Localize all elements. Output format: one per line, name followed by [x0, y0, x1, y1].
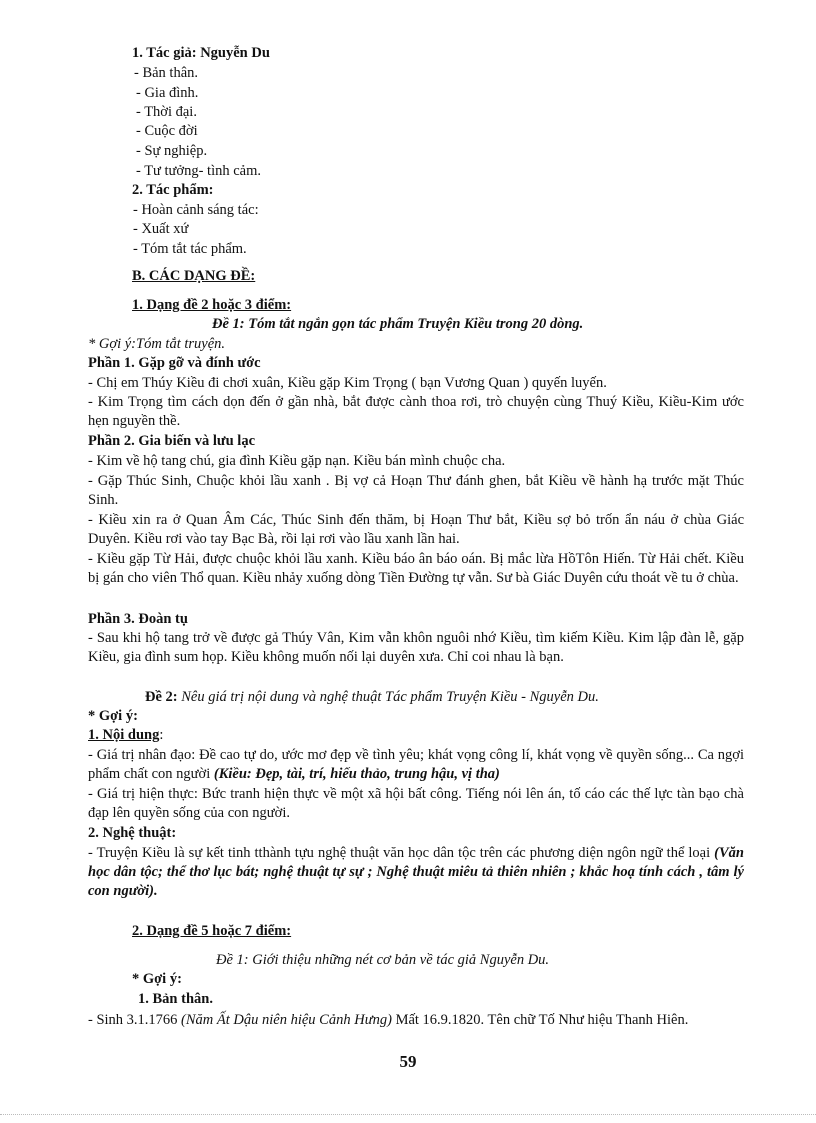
author-item-5: - Sự nghiệp. [136, 143, 208, 159]
noi-dung-line-1-text: - Giá trị nhân đạo: Đề cao tự do, ước mơ đẹp về tình yêu; khát vọng công lí, khát vọng về quyền sống... Ca ngợi phẩm chất con người [88, 747, 744, 782]
dang2-goi-y: * Gợi ý: [132, 971, 182, 987]
section-b-title: B. CÁC DẠNG ĐỀ: [132, 268, 256, 284]
author-item-1: - Bản thân. [134, 65, 199, 81]
noi-dung-title: 1. Nội dung [88, 727, 160, 743]
author-heading: 1. Tác giả: Nguyễn Du [132, 45, 270, 61]
noi-dung-line-2: - Giá trị hiện thực: Bức tranh hiện thực về một xã hội bất công. Tiếng nói lên án, tố cáo các thế lực tàn bạo chà đạp lên quyền sống của con người. [88, 786, 744, 821]
de2-label: Đề 2: [145, 689, 178, 705]
nghe-thuat-line-1-italic: (Văn học dân tộc; thể thơ lục bát; nghệ thuật tự sự ; Nghệ thuật miêu tả thiên nhiên ; khắc hoạ tính cách , tâm lý con người). [88, 845, 744, 899]
part2-title: Phần 2. Gia biến và lưu lạc [88, 433, 256, 449]
work-item-3: - Tóm tắt tác phẩm. [133, 241, 247, 257]
page-number: 59 [399, 1052, 417, 1071]
part2-line-3: - Kiều xin ra ở Quan Âm Các, Thúc Sinh đến thăm, bị Hoạn Thư bắt, Kiều sợ bỏ trốn ẩn náu ở chùa Giác Duyên. Kiều rơi vào tay Bạc Bà, rồi lại rơi vào lầu xanh lần hai. [88, 512, 744, 547]
de2-title [145, 688, 599, 707]
dang2-de1-title: Đề 1: Giới thiệu những nét cơ bản về tác giả Nguyễn Du. [216, 952, 550, 968]
noi-dung-line-1-italic: (Kiều: Đẹp, tài, trí, hiếu thảo, trung hậu, vị tha) [213, 766, 500, 782]
part1-title: Phần 1. Gặp gỡ và đính ước [88, 355, 261, 371]
noi-dung-colon: : [159, 727, 164, 743]
work-item-2: - Xuất xứ [133, 221, 189, 237]
part1-line-1: - Chị em Thúy Kiều đi chơi xuân, Kiều gặp Kim Trọng ( bạn Vương Quan ) quyến luyến. [88, 375, 607, 391]
ban-than-line-1c: Mất 16.9.1820. Tên chữ Tố Như hiệu Thanh Hiên. [391, 1012, 689, 1028]
noi-dung-line-1 [88, 746, 744, 784]
dang2-title: 2. Dạng đề 5 hoặc 7 điểm: [132, 923, 292, 939]
de1-goi-y: * Gợi ý:Tóm tắt truyện. [88, 336, 226, 352]
footer-divider [0, 1114, 816, 1115]
author-item-6: - Tư tưởng- tình cảm. [136, 163, 261, 179]
noi-dung-heading [88, 726, 163, 745]
nghe-thuat-title: 2. Nghệ thuật: [88, 825, 177, 841]
work-heading: 2. Tác phẩm: [132, 182, 214, 198]
author-item-4: - Cuộc đời [136, 123, 198, 139]
part1-line-2: - Kim Trọng tìm cách dọn đến ở gần nhà, bắt được cành thoa rơi, trò chuyện cùng Thuý Kiều, Kiều-Kim ước hẹn nguyền thề. [88, 394, 744, 429]
part3-title: Phần 3. Đoàn tụ [88, 611, 188, 627]
author-item-2: - Gia đình. [136, 85, 199, 101]
de2-title-text: Nêu giá trị nội dung và nghệ thuật Tác phẩm Truyện Kiều - Nguyễn Du. [177, 689, 599, 705]
work-item-1: - Hoàn cảnh sáng tác: [133, 202, 259, 218]
ban-than-line-1 [88, 1011, 744, 1030]
author-item-3: - Thời đại. [136, 104, 197, 120]
ban-than-title: 1. Bản thân. [138, 991, 213, 1007]
de2-goi-y: * Gợi ý: [88, 708, 138, 724]
part2-line-4: - Kiều gặp Từ Hải, được chuộc khỏi lầu xanh. Kiều báo ân báo oán. Bị mắc lừa HồTôn Hiến. Từ Hải chết. Kiều bị gán cho viên Thổ quan. Kiều nhảy xuống dòng Tiền Đường tự vẫn. Sư bà Giác Duyên cứu thoát về tu ở chùa. [88, 551, 744, 586]
ban-than-line-1a: - Sinh 3.1.1766 [88, 1012, 182, 1028]
part3-line-1: - Sau khi hộ tang trở về được gả Thúy Vân, Kim vẫn khôn nguôi nhớ Kiều, tìm kiếm Kiều. Kim lập đàn lễ, gặp Kiều, gia đình sum họp. Kiều không muốn nối lại duyên xưa. Chỉ coi nhau là bạn. [88, 630, 744, 665]
nghe-thuat-line-1 [88, 844, 744, 901]
nghe-thuat-line-1-text: - Truyện Kiều là sự kết tinh tthành tựu nghệ thuật văn học dân tộc trên các phương diện ngôn ngữ thể loại [88, 845, 715, 861]
de1-title: Đề 1: Tóm tắt ngắn gọn tác phẩm Truyện Kiều trong 20 dòng. [212, 316, 584, 332]
part2-line-1: - Kim về hộ tang chú, gia đình Kiều gặp nạn. Kiều bán mình chuộc cha. [88, 453, 506, 469]
ban-than-line-1b: (Năm Ất Dậu niên hiệu Cảnh Hưng) [181, 1012, 392, 1028]
part2-line-2: - Gặp Thúc Sinh, Chuộc khỏi lầu xanh . Bị vợ cả Hoạn Thư đánh ghen, bắt Kiều về hành hạ trước mặt Thúc Sinh. [88, 473, 744, 508]
dang1-title: 1. Dạng đề 2 hoặc 3 điểm: [132, 297, 292, 313]
